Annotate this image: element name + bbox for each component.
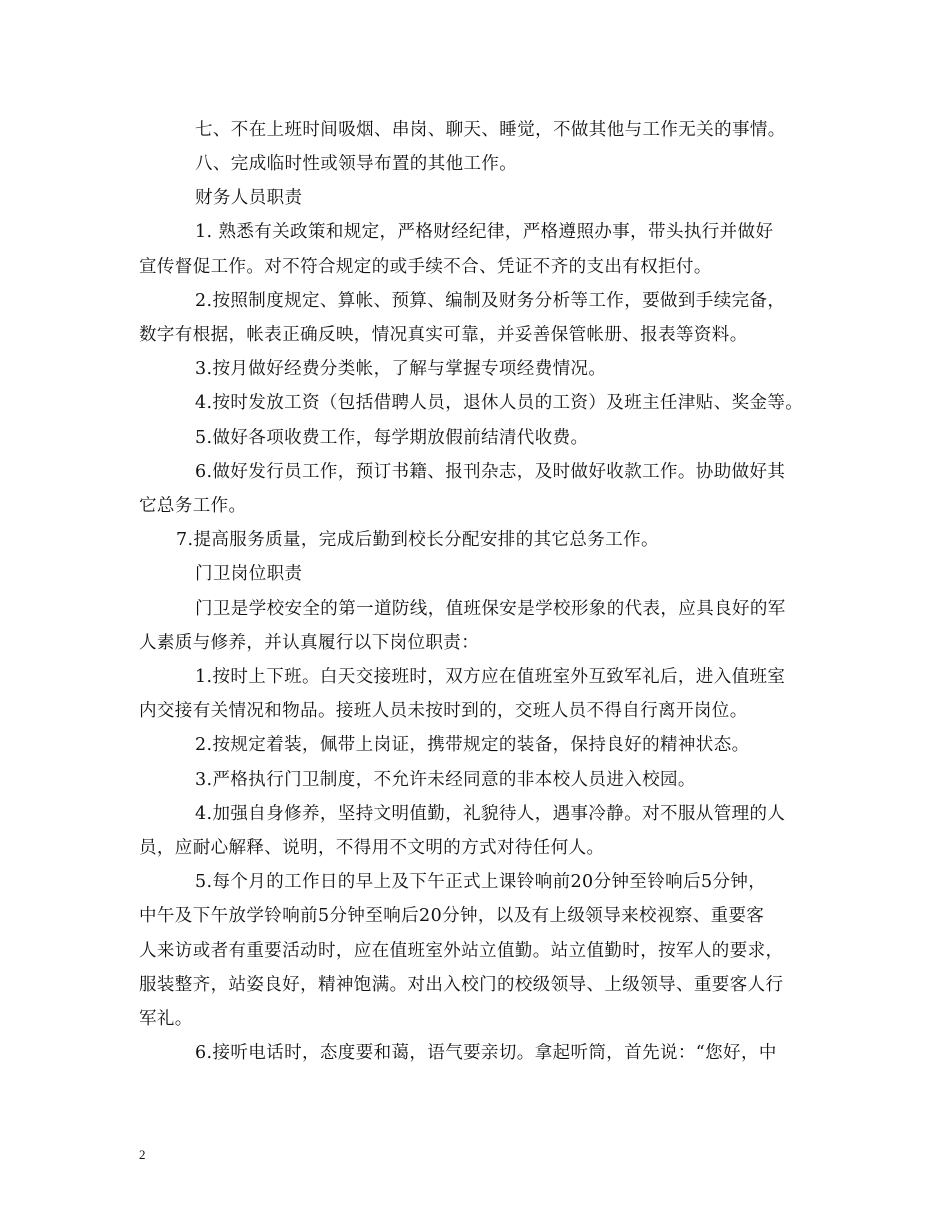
text-line: 7.提高服务质量，完成后勤到校长分配安排的其它总务工作。: [176, 530, 659, 550]
text-line: 人来访或者有重要活动时，应在值班室外站立值勤。站立值勤时，按军人的要求，: [139, 941, 784, 961]
text-line: 4.加强自身修养，坚持文明值勤，礼貌待人，遇事冷静。对不服从管理的人: [195, 804, 786, 824]
text-line: 数字有根据，帐表正确反映，情况真实可靠，并妥善保管帐册、报表等资料。: [139, 325, 748, 345]
text-line: 5.做好各项收费工作，每学期放假前结清代收费。: [195, 428, 589, 448]
text-line: 2.按规定着装，佩带上岗证，携带规定的装备，保持良好的精神状态。: [195, 735, 750, 755]
text-line: 3.严格执行门卫制度，不允许未经同意的非本校人员进入校园。: [195, 770, 696, 790]
text-line: 人素质与修养，并认真履行以下岗位职责：: [139, 633, 480, 653]
text-line: 1.按时上下班。白天交接班时，双方应在值班室外互致军礼后，进入值班室: [195, 667, 786, 687]
text-line: 内交接有关情况和物品。接班人员未按时到的，交班人员不得自行离开岗位。: [139, 701, 748, 721]
text-line: 6.做好发行员工作，预订书籍、报刊杂志，及时做好收款工作。协助做好其: [195, 462, 786, 482]
text-line: 3.按月做好经费分类帐，了解与掌握专项经费情况。: [195, 359, 607, 379]
text-line: 5.每个月的工作日的早上及下午正式上课铃响前20分钟至铃响后5分钟，: [195, 872, 767, 892]
text-line: 中午及下午放学铃响前5分钟至响后20分钟，以及有上级领导来校视察、重要客: [139, 906, 765, 926]
text-line: 门卫是学校安全的第一道防线，值班保安是学校形象的代表，应具良好的军: [195, 599, 786, 619]
section-heading-finance: 财务人员职责: [195, 188, 303, 208]
text-line: 服装整齐，站姿良好，精神饱满。对出入校门的校级领导、上级领导、重要客人行: [139, 975, 784, 995]
text-line: 员，应耐心解释、说明，不得用不文明的方式对待任何人。: [139, 838, 605, 858]
text-line: 宣传督促工作。对不符合规定的或手续不合、凭证不齐的支出有权拒付。: [139, 257, 712, 277]
text-line: 它总务工作。: [139, 496, 247, 516]
section-heading-guard: 门卫岗位职责: [195, 564, 303, 584]
text-line: 4.按时发放工资（包括借聘人员，退休人员的工资）及班主任津贴、奖金等。: [195, 393, 804, 413]
page-number: 2: [139, 1147, 146, 1162]
text-line: 七、不在上班时间吸烟、串岗、聊天、睡觉，不做其他与工作无关的事情。: [195, 120, 786, 140]
text-line: 2.按照制度规定、算帐、预算、编制及财务分析等工作，要做到手续完备，: [195, 291, 786, 311]
text-line: 八、完成临时性或领导布置的其他工作。: [195, 154, 518, 174]
text-line: 6.接听电话时，态度要和蔼，语气要亲切。拿起听筒，首先说：“您好，中: [195, 1043, 777, 1063]
text-line: 军礼。: [139, 1009, 193, 1029]
text-line: 1. 熟悉有关政策和规定，严格财经纪律，严格遵照办事，带头执行并做好: [195, 222, 774, 242]
